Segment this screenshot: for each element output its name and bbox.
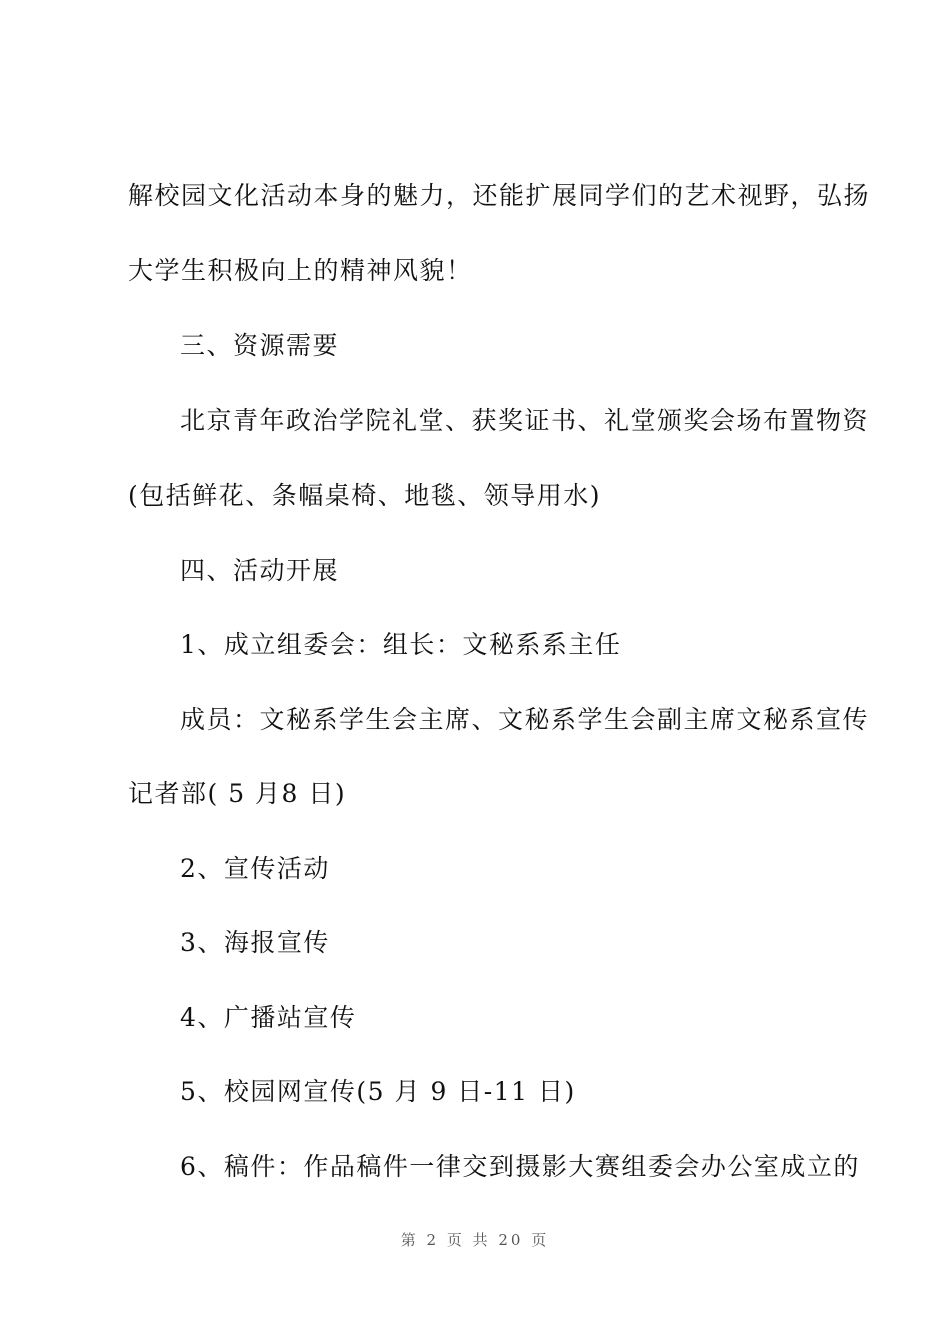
list-item: 4、广播站宣传 <box>180 1003 357 1032</box>
list-item: 3、海报宣传 <box>180 928 330 957</box>
body-text-line: 记者部( 5 月8 日) <box>128 779 347 808</box>
body-text-line: 解校园文化活动本身的魅力，还能扩展同学们的艺术视野，弘扬 <box>128 181 871 210</box>
body-text-line: (包括鲜花、条幅桌椅、地毯、领导用水) <box>128 481 602 510</box>
list-item: 5、校园网宣传(5 月 9 日-11 日) <box>180 1077 576 1106</box>
section-heading: 三、资源需要 <box>180 331 340 360</box>
page-number-footer: 第 2 页 共 20 页 <box>400 1231 550 1249</box>
list-item: 2、宣传活动 <box>180 854 330 883</box>
body-text-line: 成员：文秘系学生会主席、文秘系学生会副主席文秘系宣传 <box>180 705 870 734</box>
list-item: 1、成立组委会：组长：文秘系系主任 <box>180 630 622 659</box>
list-item: 6、稿件：作品稿件一律交到摄影大赛组委会办公室成立的 <box>180 1152 860 1181</box>
section-heading: 四、活动开展 <box>180 556 340 585</box>
body-text-line: 大学生积极向上的精神风貌！ <box>128 256 473 285</box>
body-text-line: 北京青年政治学院礼堂、获奖证书、礼堂颁奖会场布置物资 <box>180 406 870 435</box>
